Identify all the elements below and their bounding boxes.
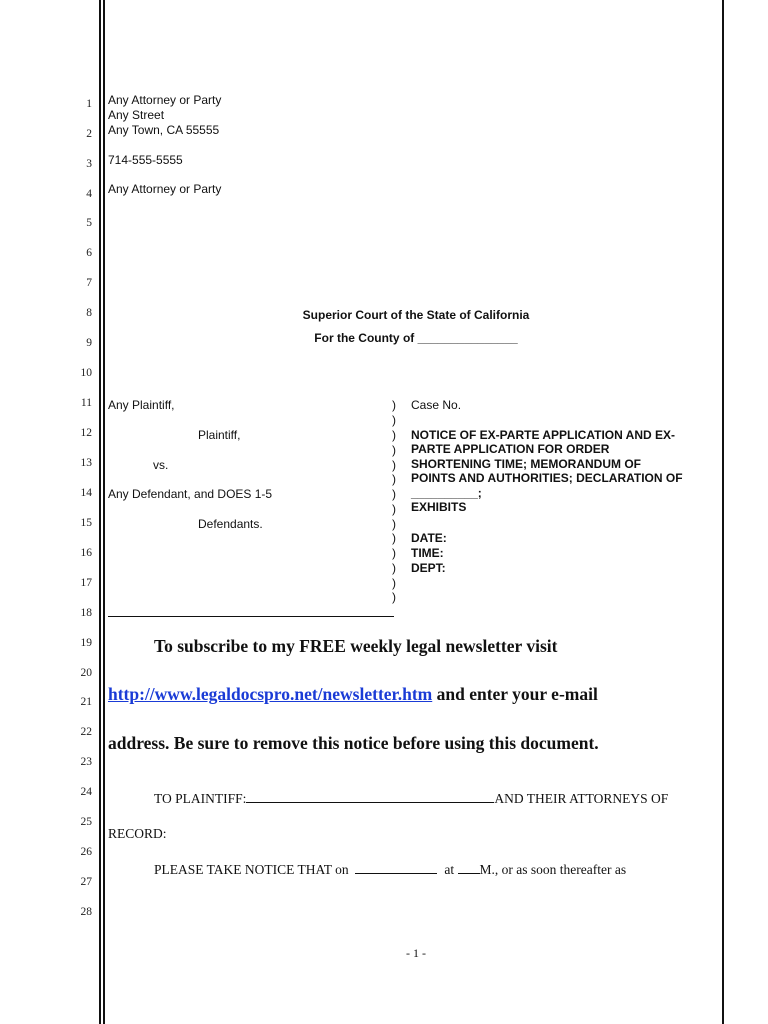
plaintiff-blank xyxy=(246,790,494,803)
paren: ) xyxy=(392,472,396,486)
at-label: at xyxy=(444,862,455,877)
record-label: RECORD: xyxy=(108,826,167,841)
versus: vs. xyxy=(153,458,169,472)
paren: ) xyxy=(392,517,396,531)
line-number: 12 xyxy=(80,427,92,439)
attorney-street: Any Street xyxy=(108,108,165,122)
newsletter-notice-line2-rest: and enter your e-mail xyxy=(432,684,598,704)
line-number: 14 xyxy=(80,487,92,499)
paren: ) xyxy=(392,458,396,472)
paren: ) xyxy=(392,413,396,427)
line-number: 17 xyxy=(80,577,92,589)
attorneys-of-label: AND THEIR ATTORNEYS OF xyxy=(494,791,669,806)
right-margin-rule xyxy=(722,0,724,1024)
line-number: 18 xyxy=(80,607,92,619)
plaintiff-role: Plaintiff, xyxy=(198,428,241,442)
notice-prefix: PLEASE TAKE NOTICE THAT on xyxy=(154,862,349,877)
notice-line xyxy=(154,861,626,878)
line-number: 22 xyxy=(80,726,92,738)
defendant-name: Any Defendant, and DOES 1-5 xyxy=(108,487,273,501)
document-title-line: NOTICE OF EX-PARTE APPLICATION AND EX- xyxy=(411,428,676,442)
county-line: For the County of _______________ xyxy=(314,331,518,345)
line-number: 9 xyxy=(86,337,92,349)
line-number: 21 xyxy=(80,696,92,708)
newsletter-notice-line1: To subscribe to my FREE weekly legal newsletter visit xyxy=(154,636,558,656)
newsletter-notice-line2 xyxy=(108,684,598,704)
hearing-dept-label: DEPT: xyxy=(411,561,446,575)
newsletter-notice-line3: address. Be sure to remove this notice before using this document. xyxy=(108,733,599,753)
line-number: 8 xyxy=(86,307,92,319)
m-suffix: M., or as soon thereafter as xyxy=(479,862,627,877)
paren: ) xyxy=(392,398,396,412)
left-margin-rule-inner xyxy=(103,0,105,1024)
line-number: 28 xyxy=(80,906,92,918)
caption-bottom-rule xyxy=(108,616,394,617)
paren: ) xyxy=(392,428,396,442)
line-number: 27 xyxy=(80,876,92,888)
paren: ) xyxy=(392,487,396,501)
line-number: 6 xyxy=(86,247,92,259)
line-number: 7 xyxy=(86,277,92,289)
line-number: 25 xyxy=(80,816,92,828)
line-number: 1 xyxy=(86,98,92,110)
document-title-line: POINTS AND AUTHORITIES; DECLARATION OF xyxy=(411,471,683,485)
document-title-line: __________; xyxy=(411,486,482,500)
line-number: 11 xyxy=(80,397,92,409)
line-number: 19 xyxy=(80,637,92,649)
time-blank xyxy=(458,861,480,874)
left-margin-rule-outer xyxy=(99,0,101,1024)
line-number: 10 xyxy=(80,367,92,379)
attorney-for: Any Attorney or Party xyxy=(108,182,222,196)
attorney-name: Any Attorney or Party xyxy=(108,93,222,107)
line-number: 5 xyxy=(86,217,92,229)
line-number: 3 xyxy=(86,158,92,170)
line-number: 24 xyxy=(80,786,92,798)
line-number: 15 xyxy=(80,517,92,529)
page-number: - 1 - xyxy=(406,946,426,960)
line-number: 23 xyxy=(80,756,92,768)
document-title-line: SHORTENING TIME; MEMORANDUM OF xyxy=(411,457,641,471)
document-title-line: EXHIBITS xyxy=(411,500,467,514)
attorney-city: Any Town, CA 55555 xyxy=(108,123,220,137)
hearing-date-label: DATE: xyxy=(411,531,447,545)
line-number: 20 xyxy=(80,667,92,679)
case-number-label: Case No. xyxy=(411,398,462,412)
court-title: Superior Court of the State of California xyxy=(302,308,530,322)
paren: ) xyxy=(392,531,396,545)
to-plaintiff-line xyxy=(154,790,668,807)
paren: ) xyxy=(392,576,396,590)
newsletter-link[interactable]: http://www.legaldocspro.net/newsletter.htm xyxy=(108,684,433,704)
line-number: 2 xyxy=(86,128,92,140)
hearing-time-label: TIME: xyxy=(411,546,444,560)
paren: ) xyxy=(392,546,396,560)
line-number: 26 xyxy=(80,846,92,858)
line-number: 13 xyxy=(80,457,92,469)
line-number: 16 xyxy=(80,547,92,559)
paren: ) xyxy=(392,502,396,516)
defendant-role: Defendants. xyxy=(198,517,263,531)
paren: ) xyxy=(392,590,396,604)
line-number: 4 xyxy=(86,188,92,200)
attorney-phone: 714-555-5555 xyxy=(108,153,183,167)
document-title-line: PARTE APPLICATION FOR ORDER xyxy=(411,442,610,456)
to-plaintiff-label: TO PLAINTIFF: xyxy=(154,791,247,806)
plaintiff-name: Any Plaintiff, xyxy=(108,398,175,412)
date-blank xyxy=(355,861,437,874)
paren: ) xyxy=(392,561,396,575)
paren: ) xyxy=(392,443,396,457)
